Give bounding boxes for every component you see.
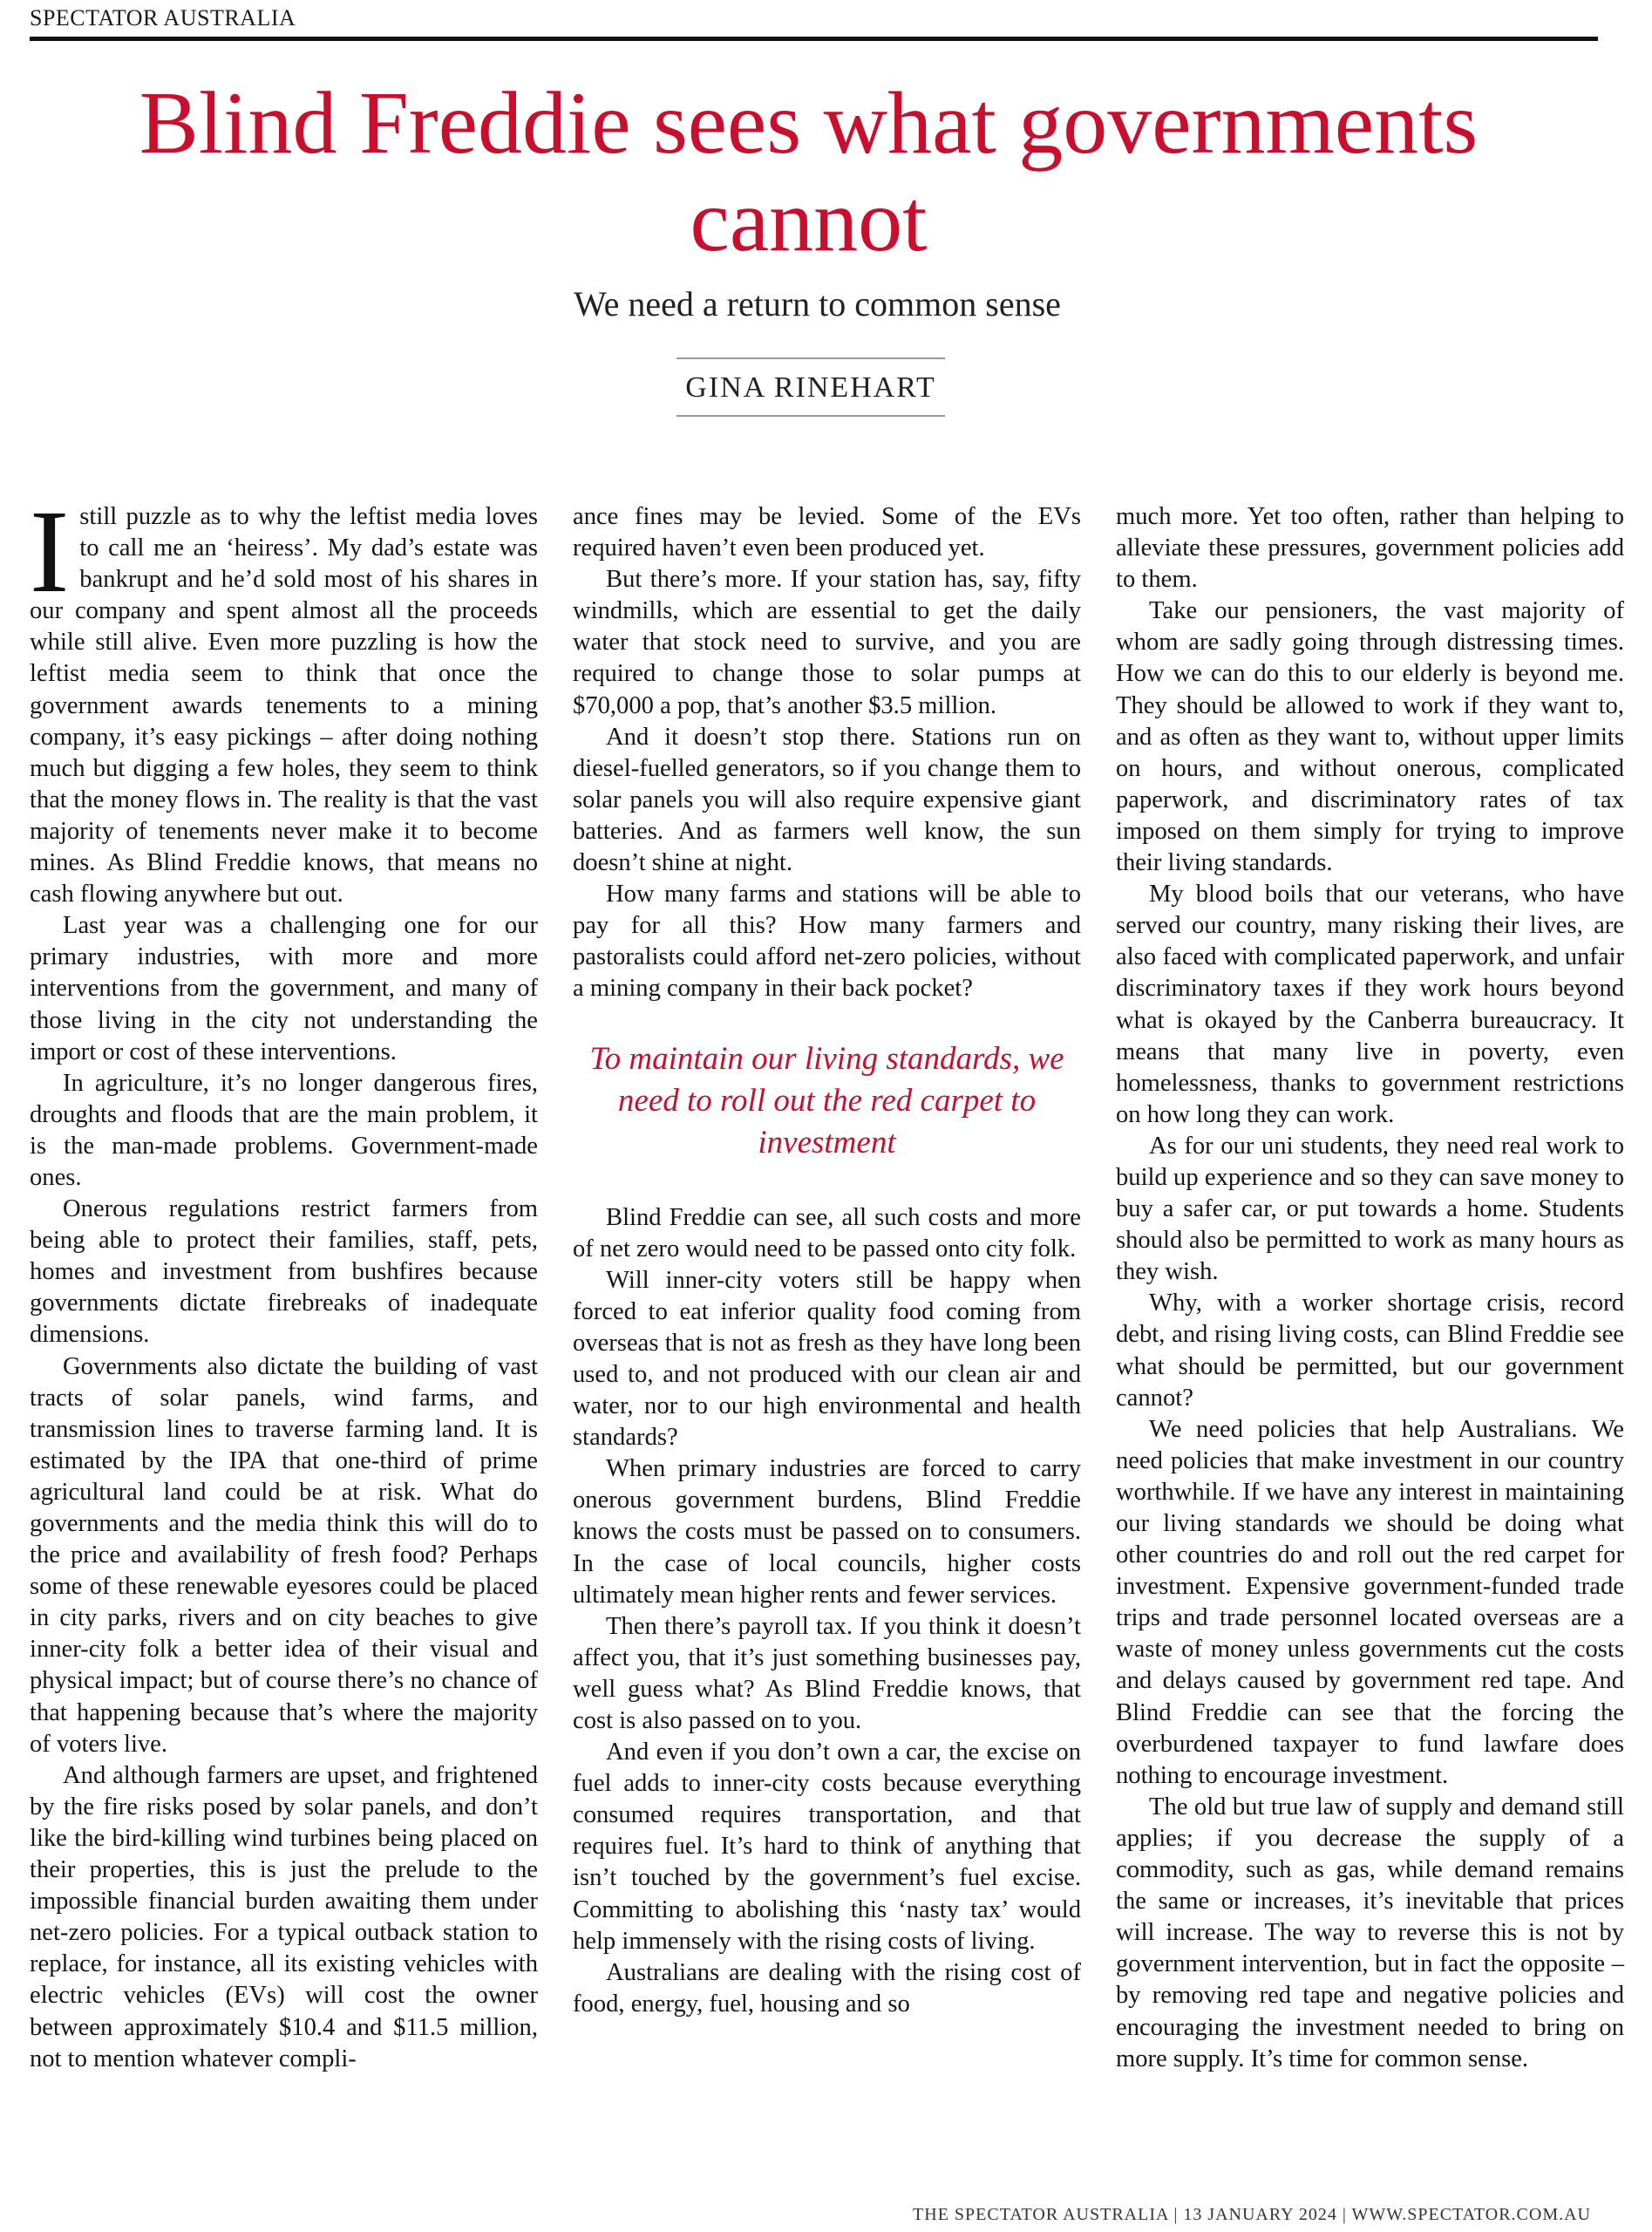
- paragraph: But there’s more. If your station has, say, fifty windmills, which are essential to get the daily water that stock need to survive, and you are required to change those to solar pumps at $70,000 a pop, that’s another $3.5 million.: [573, 566, 1081, 719]
- page-footer: THE SPECTATOR AUSTRALIA | 13 JANUARY 2024 | WWW.SPECTATOR.COM.AU: [913, 2205, 1591, 2224]
- paragraph: Why, with a worker shortage crisis, record debt, and rising living costs, can Blind Freddie see what should be permitted, but our government cannot?: [1116, 1290, 1624, 1412]
- paragraph: The old but true law of supply and demand still applies; if you decrease the supply of a commodity, such as gas, while demand remains the same or increases, it’s inevitable that prices will increase. The way to reverse this is not by government intervention, but in fact the opposite – by removing red tape and negative policies and encouraging the investment needed to bring on more supply. It’s time for common sense.: [1116, 1793, 1624, 2072]
- publication-name: SPECTATOR AUSTRALIA: [30, 5, 296, 31]
- paragraph: Blind Freddie can see, all such costs and more of net zero would need to be passed onto city folk.: [573, 1203, 1081, 1262]
- paragraph: Onerous regulations restrict farmers from being able to protect their families, staff, pets, homes and investment from bushfires because governments dictate firebreaks of inadequate dimensions.: [30, 1195, 538, 1349]
- headline: Blind Freddie sees what governments cannot: [139, 74, 1479, 270]
- byline-box: [676, 357, 945, 417]
- paragraph: When primary industries are forced to carry onerous government burdens, Blind Freddie knows the costs must be passed on to consumers. In the case of local councils, higher costs ultimately mean higher rents and fewer services.: [573, 1455, 1081, 1609]
- paragraph: ance fines may be levied. Some of the EVs required haven’t even been produced yet.: [573, 503, 1081, 562]
- paragraph: And even if you don’t own a car, the excise on fuel adds to inner-city costs because everything consumed requires transportation, and that requires fuel. It’s hard to think of anything that isn’t touched by the government’s fuel excise. Committing to abolishing this ‘nasty tax’ would help immensely with the rising costs of living.: [573, 1739, 1081, 1955]
- paragraph: My blood boils that our veterans, who have served our country, many risking their lives, are also faced with complicated paperwork, and unfair discriminatory taxes if they work hours beyond what is okayed by the Canberra bureaucracy. It means that many live in poverty, even homelessness, thanks to government restrictions on how long they can work.: [1116, 881, 1624, 1128]
- byline: GINA RINEHART: [685, 371, 936, 404]
- standfirst: We need a return to common sense: [574, 284, 1061, 323]
- paragraph: [30, 487, 538, 910]
- header-rule: [30, 37, 1598, 41]
- paragraph: As for our uni students, they need real work to build up experience and so they can save money to buy a safer car, or put towards a home. Students should also be permitted to work as many hours as they wish.: [1116, 1132, 1624, 1286]
- paragraph-text: still puzzle as to why the leftist media loves to call me an ‘heiress’. My dad’s estate was bankrupt and he’d sold most of his shares in our company and spent almost all the proceeds while still alive. Even more puzzling is how the leftist media seem to think that once the government awards tenements to a mining company, it’s easy pickings – after doing nothing much but digging a few holes, they seem to think that the money flows in. The reality is that the vast majority of tenements never make it to become mines. As Blind Freddie knows, that means no cash flowing anywhere but out.: [30, 503, 538, 908]
- column-2: [573, 501, 1081, 2158]
- paragraph: And although farmers are upset, and frightened by the fire risks posed by solar panels, and don’t like the bird-killing wind turbines being placed on their properties, this is just the prelude to the impossible financial burden awaiting them under net-zero policies. For a typical outback station to replace, for instance, all its existing vehicles with electric vehicles (EVs) will cost the owner between approximately $10.4 and $11.5 million, not to mention whatever compli-: [30, 1761, 538, 2072]
- paragraph: And it doesn’t stop there. Stations run on diesel-fuelled generators, so if you change them to solar panels you will also require expensive giant batteries. And as farmers well know, the sun doesn’t shine at night.: [573, 723, 1081, 877]
- paragraph: Will inner-city voters still be happy when forced to eat inferior quality food coming from overseas that is not as fresh as they have long been used to, and not produced with our clean air and water, nor to our high environmental and health standards?: [573, 1266, 1081, 1452]
- drop-cap: I: [30, 487, 70, 617]
- paragraph: Australians are dealing with the rising cost of food, energy, fuel, housing and so: [573, 1958, 1081, 2018]
- column-1: [30, 487, 538, 2158]
- article-body: [30, 487, 1625, 2158]
- paragraph: How many farms and stations will be able to pay for all this? How many farmers and pastoralists could afford net-zero policies, without a mining company in their back pocket?: [573, 881, 1081, 1003]
- paragraph: Take our pensioners, the vast majority of whom are sadly going through distressing times. How we can do this to our elderly is beyond me. They should be allowed to work if they want to, and as often as they want to, without upper limits on hours, and without onerous, complicated paperwork, and discriminatory rates of tax imposed on them simply for trying to improve their living standards.: [1116, 597, 1624, 877]
- paragraph: Last year was a challenging one for our primary industries, with more and more interventions from the government, and many of those living in the city not understanding the import or cost of these interventions.: [30, 912, 538, 1065]
- paragraph: Then there’s payroll tax. If you think it doesn’t affect you, that it’s just something businesses pay, well guess what? As Blind Freddie knows, that cost is also passed on to you.: [573, 1612, 1081, 1734]
- paragraph: In agriculture, it’s no longer dangerous fires, droughts and floods that are the main problem, it is the man-made problems. Government-made ones.: [30, 1069, 538, 1191]
- paragraph: Governments also dictate the building of vast tracts of solar panels, wind farms, and transmission lines to traverse farming land. It is estimated by the IPA that one-third of prime agricultural land could be at risk. What do governments and the media think this will do to the price and availability of fresh food? Perhaps some of these renewable eyesores could be placed in city parks, rivers and on city beaches to give inner-city folk a better idea of their visual and physical impact; but of course there’s no chance of that happening because that’s where the majority of voters live.: [30, 1352, 538, 1758]
- column-3: [1116, 501, 1624, 2158]
- paragraph: much more. Yet too often, rather than helping to alleviate these pressures, government policies add to them.: [1116, 503, 1624, 594]
- pull-quote: To maintain our living standards, we need to roll out the red carpet to investment: [589, 1040, 1064, 1160]
- paragraph: We need policies that help Australians. We need policies that make investment in our country worthwhile. If we have any interest in maintaining our living standards we should be doing what other countries do and roll out the red carpet for investment. Expensive government-funded trade trips and trade personnel located overseas are a waste of money unless governments cut the costs and delays caused by government red tape. And Blind Freddie can see that the forcing the overburdened taxpayer to fund lawfare does nothing to encourage investment.: [1116, 1415, 1624, 1789]
